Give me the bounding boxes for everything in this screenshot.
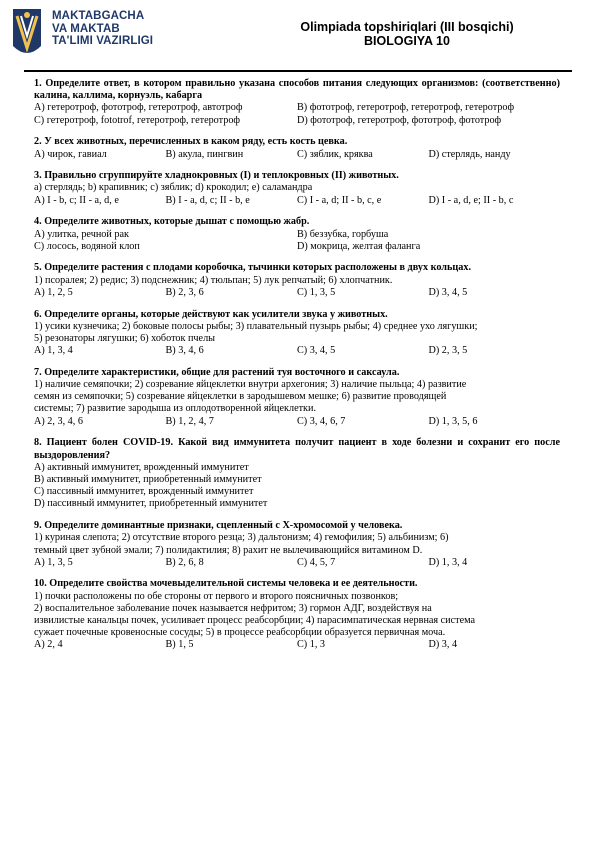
answer-option: C) 1, 3	[297, 639, 326, 651]
question-text: 10. Определите свойства мочевыделительной системы человека и ее деятельности.	[34, 578, 418, 590]
answer-option: C) 3, 4, 6, 7	[297, 415, 346, 427]
answer-options	[34, 149, 560, 161]
question-body-line: a) стерлядь; b) крапивник; c) зяблик; d) крокодил; e) саламандра	[34, 182, 313, 194]
question-body-line: 1) почки расположены по обе стороны от первого и второго поясничных позвонков;	[34, 590, 399, 602]
question-body-line: 1) усики кузнечика; 2) боковые полосы рыбы; 3) плавательный пузырь рыбы; 4) среднее ухо лягушки;	[34, 320, 478, 332]
question-text: 5. Определите растения с плодами коробочка, тычинки которых расположены в двух кольцах.	[34, 262, 472, 274]
question-10	[34, 578, 560, 651]
question-2	[34, 136, 560, 160]
question-body-line: системы; 7) развитие зародыша из оплодотворенной яйцеклетки.	[34, 403, 316, 415]
question-text: 6. Определите органы, которые действуют как усилители звука у животных.	[34, 308, 388, 320]
answer-option: A) 1, 3, 5	[34, 556, 73, 568]
question-body-line: 2) воспалительное заболевание почек называется нефритом; 3) гормон АДГ, воздействуя на	[34, 602, 432, 614]
question-body-line: семян из семяпочки; 5) созревание яйцеклетки в зародышевом мешке; 6) развитие проводящей	[34, 391, 447, 403]
document-subtitle: BIOLOGIYA 10	[364, 34, 450, 48]
question-text: 3. Правильно сгруппируйте хладнокровных (I) и теплокровных (II) животных.	[34, 170, 399, 182]
question-6	[34, 309, 560, 358]
question-text: 7. Определите характеристики, общие для растений туя восточного и саксаула.	[34, 366, 400, 378]
answer-option: A) 1, 3, 4	[34, 345, 73, 357]
answer-option: D) I - a, d, e; II - b, c	[428, 194, 514, 206]
answer-options	[34, 195, 560, 207]
ministry-name	[52, 10, 153, 48]
answer-options	[34, 115, 560, 127]
answer-option: C) 4, 5, 7	[297, 556, 336, 568]
answer-options	[34, 229, 560, 241]
answer-option: C) зяблик, кряква	[297, 148, 373, 160]
question-7	[34, 367, 560, 428]
answer-option: A) 2, 4	[34, 639, 63, 651]
question-body-line: 1) псоралея; 2) редис; 3) подснежник; 4) тюльпан; 5) лук репчатый; 6) хлопчатник.	[34, 274, 393, 286]
question-text: 4. Определите животных, которые дышат с помощью жабр.	[34, 216, 310, 228]
answer-option: D) 1, 3, 5, 6	[428, 415, 478, 427]
answer-option: D) 3, 4	[428, 639, 458, 651]
answer-option: C) 3, 4, 5	[297, 345, 336, 357]
answer-option: D) 1, 3, 4	[428, 556, 468, 568]
answer-option: D) пассивный иммунитет, приобретенный иммунитет	[34, 498, 268, 510]
answer-option: D) фототроф, гетеротроф, фототроф, фототроф	[297, 114, 502, 126]
answer-option: D) мокрица, желтая фаланга	[297, 240, 421, 252]
question-body-line: 1) куриная слепота; 2) отсутствие второго резца; 3) дальтонизм; 4) гемофилия; 5) альбинизм; 6)	[34, 532, 449, 544]
question-8	[34, 437, 560, 510]
question-text: 2. У всех животных, перечисленных в каком ряду, есть кость цевка.	[34, 136, 348, 148]
answer-option: B) активный иммунитет, приобретенный иммунитет	[34, 473, 262, 485]
question-4	[34, 216, 560, 253]
answer-options	[34, 287, 560, 299]
ministry-logo-icon	[12, 8, 42, 60]
answer-option: B) фототроф, гетеротроф, гетеротроф, гетеротроф	[297, 102, 515, 114]
answer-option: A) улитка, речной рак	[34, 228, 129, 240]
answer-option: C) I - a, d; II - b, c, e	[297, 194, 382, 206]
question-5	[34, 262, 560, 299]
header-divider	[24, 70, 572, 72]
answer-option: B) беззубка, горбуша	[297, 228, 389, 240]
answer-option: C) пассивный иммунитет, врожденный иммунитет	[34, 486, 254, 498]
question-9	[34, 520, 560, 569]
answer-option: B) 1, 2, 4, 7	[165, 415, 214, 427]
question-3	[34, 170, 560, 207]
answer-option: B) I - a, d, c; II - b, e	[165, 194, 250, 206]
answer-options	[34, 557, 560, 569]
answer-option: D) 2, 3, 5	[428, 345, 468, 357]
question-body-line: темный цвет зубной эмали; 7) полидактилия; 8) рахит не вылечивающийся витамином D.	[34, 544, 423, 556]
answer-option: B) 3, 4, 6	[165, 345, 204, 357]
answer-option: C) лосось, водяной клоп	[34, 240, 140, 252]
answer-option: B) акула, пингвин	[165, 148, 244, 160]
ministry-name-line: MAKTABGACHA	[52, 10, 145, 22]
question-text: 8. Пациент болен COVID-19. Какой вид иммунитета получит пациент в ходе болезни и сохранит его после выздоровления?	[34, 437, 560, 461]
answer-options	[34, 639, 560, 651]
question-body-line: 1) наличие семяпочки; 2) созревание яйцеклетки внутри архегония; 3) наличие пыльца; 4) развитие	[34, 379, 467, 391]
answer-option: C) гетеротроф, fototrof, гетеротроф, гетеротроф	[34, 114, 241, 126]
answer-option: A) чирок, гавиал	[34, 148, 107, 160]
answer-options	[34, 416, 560, 428]
answer-option: B) 1, 5	[165, 639, 194, 651]
question-text: 9. Определите доминантные признаки, сцепленный с X-хромосомой у человека.	[34, 520, 403, 532]
answer-option: A) 2, 3, 4, 6	[34, 415, 83, 427]
question-1	[34, 78, 560, 127]
document-title: Olimpiada topshiriqlari (III bosqichi)	[300, 20, 514, 34]
page-header	[12, 8, 584, 66]
answer-options	[34, 241, 560, 253]
answer-option: A) гетеротроф, фототроф, гетеротроф, автотроф	[34, 102, 243, 114]
answer-option: A) активный иммунитет, врожденный иммунитет	[34, 461, 249, 473]
answer-option: D) 3, 4, 5	[428, 286, 468, 298]
answer-options	[34, 102, 560, 114]
answer-option: B) 2, 6, 8	[165, 556, 204, 568]
question-body-line: 5) резонаторы лягушки; 6) хоботок пчелы	[34, 332, 216, 344]
ministry-name-line: TA'LIMI VAZIRLIGI	[52, 35, 154, 47]
answer-options	[34, 345, 560, 357]
answer-option: C) 1, 3, 5	[297, 286, 336, 298]
document-heading	[232, 20, 582, 48]
questions-list	[34, 78, 560, 661]
ministry-name-line: VA MAKTAB	[52, 22, 120, 35]
question-text: 1. Определите ответ, в котором правильно указана способов питания следующих организмов: (соответственно) калина, каллима, корнуэль, кабарга	[34, 78, 560, 102]
answer-option: D) стерлядь, нанду	[428, 148, 511, 160]
answer-option: A) 1, 2, 5	[34, 286, 73, 298]
answer-option: B) 2, 3, 6	[165, 286, 204, 298]
question-body-line: извилистые канальцы почек, усиливает процесс реабсорбции; 4) парасимпатическая нервная система	[34, 615, 476, 627]
answer-option: A) I - b, c; II - a, d, e	[34, 194, 119, 206]
question-body-line: сужает почечные кровеносные сосуды; 5) в процессе реабсорбции образуется первичная моча.	[34, 627, 446, 639]
